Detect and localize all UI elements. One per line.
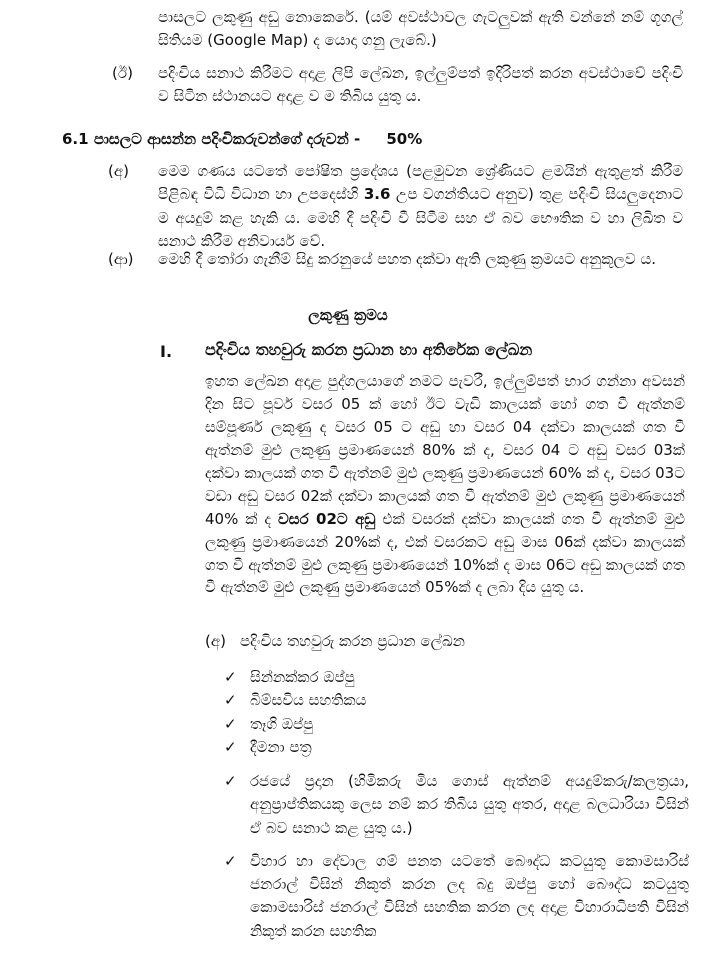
highlight-under-two-years: වසර 02ට අඩු [278, 509, 376, 528]
clause-reference: 3.6 [363, 185, 391, 204]
intro-paragraph [158, 6, 683, 53]
item-ii-text: පදිංචිය සනාථ කිරීමට අදාළ ලිපි ලේඛන, ඉල්ලුම්පත් ඉදිරිපත් කරන අවස්ථාවේ පදිංචි ව සිටින ස්ථානයට අදාළ ව ම තිබිය යුතු ය. [158, 64, 683, 106]
list-item: ✓ සින්නක්කර ඔප්පු [224, 666, 664, 689]
list-item: ✓ රජයේ ප්‍රදාන (හිමිකරු මිය ගොස් ඇත්නම් අයදුම්කරු/කලත්‍රයා, අනුප්‍රාප්තිකයකු ලෙස නම් කර තිබිය යුතු අතර, අදාළ බලධාරියා විසින් ඒ බව සනාථ කළ යුතු ය.) [224, 772, 689, 837]
check-icon: ✓ [224, 772, 237, 790]
additional-documents-list [224, 770, 689, 943]
intro-text: පාසලට ලකුණු අඩු නොකෙරේ. (යම් අවස්ථාවල ගැටලුවක් ඇති වන්නේ නම් ගූගල් සිතියම (Google Map) ද යොදා ගනු ලැබේ.) [158, 8, 683, 50]
item-ii-marker: (ඊ) [112, 64, 133, 82]
list-item: ✓ බිම්සවිය සහතිකය [224, 689, 664, 712]
item-ii-paragraph [158, 62, 683, 109]
section-number: 6.1 [62, 130, 89, 148]
check-icon: ✓ [224, 691, 237, 710]
item-aa-marker: (ආ) [108, 250, 134, 268]
item-a-marker: (අ) [108, 162, 129, 180]
list-item: ✓ තෑගි ඔප්පු [224, 713, 664, 736]
section-6-1-heading [62, 128, 662, 151]
item-a-paragraph: මෙම ගණය යටතේ පෝෂිත ප්‍රදේශය (පළමුවන ශ්‍රේණියට ළමයින් ඇතුළත් කිරීම පිළිබඳ විධි විධාන හා උපදෙස්හි 3.6 උප වගන්තියට අනුව) තුළ පදිංචි සියලුදෙනාට ම අයදුම් කළ හැකි ය. මෙහි දී පදිංචි වී සිටීම සහ ඒ බව භෞතික ව හා ලිඛිත ව සනාථ කිරීම අනිවාර්ය වේ. [158, 162, 683, 250]
check-icon: ✓ [224, 714, 237, 733]
section-percent: 50% [386, 130, 423, 148]
section-title: පාසලට ආසන්න පදිංචිකරුවන්ගේ දරුවන් - [93, 130, 361, 148]
primary-documents-list [224, 666, 664, 759]
section-I-numeral: I. [160, 342, 173, 361]
section-I-title: පදිංචිය තහවුරු කරන ප්‍රධාන හා අතිරේක ලේඛන [205, 340, 533, 359]
sub-a-title: පදිංචිය තහවුරු කරන ප්‍රධාන ලේඛන [240, 632, 465, 650]
marks-paragraph: ඉහත ලේඛන අදාළ පුද්ගලයාගේ නමට පැවරී, ඉල්ලුම්පත් භාර ගන්නා අවසන් දින සිට පූර්ව වසර 05 ක් හෝ ඊට වැඩි කාලයක් හෝ ගත වී ඇත්නම් සම්පූර්ණ ලකුණු ද වසර 05 ට අඩු හා වසර 04 දක්වා කාලයක් ගත වී ඇත්නම් මුළු ලකුණු ප්‍රමාණයෙන් 80% ක් ද, වසර 04 ට අඩු වසර 03ක් දක්වා කාලයක් ගත වී ඇත්නම් මුළු ලකුණු ප්‍රමාණයෙන් 60% ක් ද, වසර 03ට වඩා අඩු වසර 02ක් දක්වා කාලයක් ගත වී ඇත්නම් මුළු ලකුණු ප්‍රමාණයෙන් 40% ක් ද වසර 02ට අඩු එක් වසරක් දක්වා කාලයක් ගත වී ඇත්නම් මුළු ලකුණු ප්‍රමාණයෙන් 20%ක් ද, එක් වසරකට අඩු මාස 06ක් දක්වා කාලයක් ගත වී ඇත්නම් මුළු ලකුණු ප්‍රමාණයෙන් 10%ක් ද මාස 06ට අඩු කාලයක් ගත වී ඇත්නම් මුළු ලකුණු ප්‍රමාණයෙන් 05%ක් ද ලබා දිය යුතු ය. [205, 372, 686, 597]
check-icon: ✓ [224, 737, 237, 756]
item-aa-paragraph: මෙහි දී තෝරා ගැනීම් සිදු කරනුයේ පහත දක්වා ඇති ලකුණු ක්‍රමයට අනුකූලව ය. [158, 250, 657, 268]
list-item: ✓ දීමනා පත්‍ර [224, 736, 664, 759]
check-icon: ✓ [224, 668, 237, 686]
list-item: ✓ විහාර හා දේවාල ගම් පනත යටතේ බෞද්ධ කටයුතු කොමසාරිස් ජනරාල් විසින් නිකුත් කරන ලද බදු ඔප්පු හෝ බෞද්ධ කටයුතු කොමසාරිස් ජනරාල් විසින් සහතික කරන ලද අදාළ විහාරාධිපති විසින් නිකුත් කරන සහතික [224, 851, 689, 940]
sub-a-marker: (අ) [205, 632, 226, 650]
check-icon: ✓ [224, 851, 237, 870]
marks-heading: ලකුණු ක්‍රමය [308, 306, 388, 324]
